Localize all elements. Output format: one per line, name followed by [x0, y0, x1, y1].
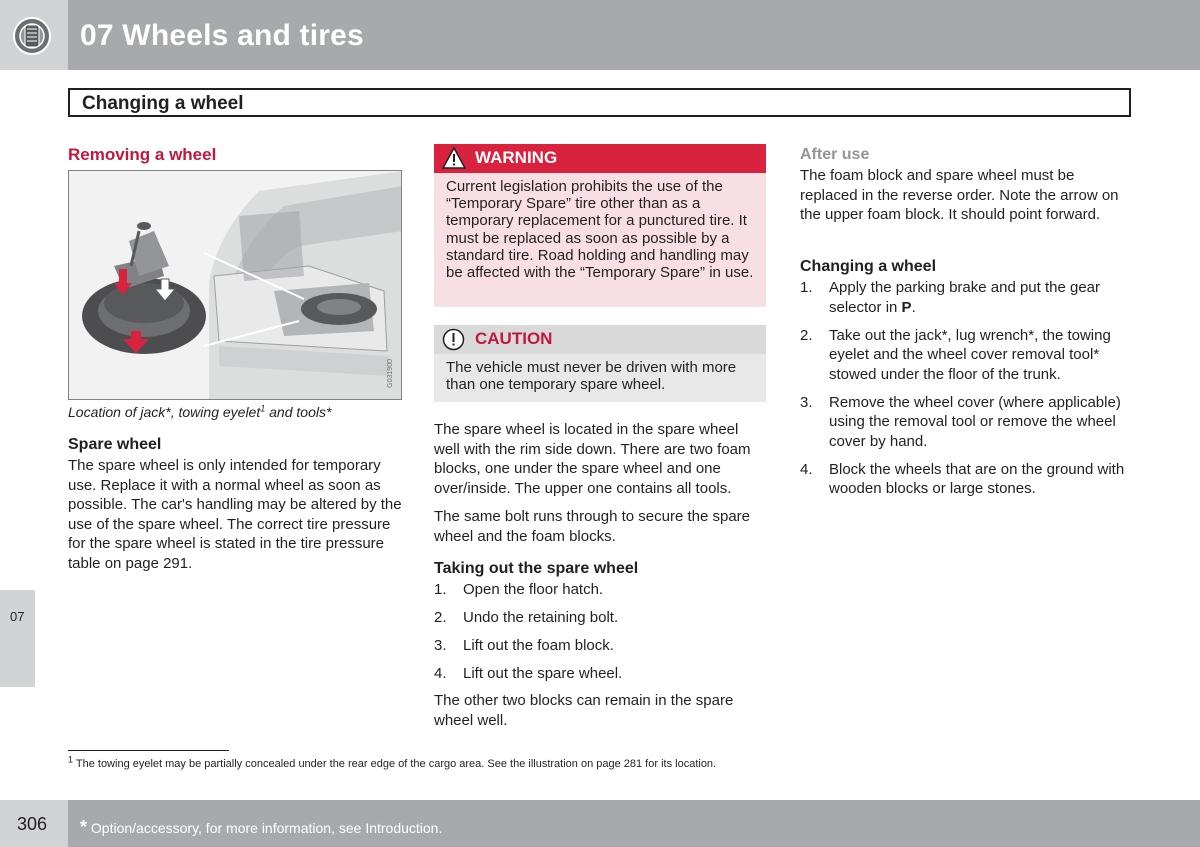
- warning-text: Current legislation prohibits the use of the “Temporary Spare” tire other than as a temporary replacement for a punctured tire. It must be replaced as soon as possible by a standard tire. Road holding and handling may be affected with the “Temporary Spare” in use.: [434, 173, 766, 307]
- list-item: 4. Lift out the spare wheel.: [434, 665, 623, 682]
- chapter-side-tab: [0, 590, 35, 687]
- footnote-divider: [68, 750, 229, 751]
- remaining-blocks-text: The other two blocks can remain in the spare wheel well.: [434, 692, 734, 729]
- spare-wheel-illustration: [68, 170, 402, 400]
- changing-wheel-heading: Changing a wheel: [800, 258, 937, 275]
- removing-wheel-heading: Removing a wheel: [68, 145, 217, 164]
- figure-code: G031900: [387, 359, 394, 388]
- header-icon-box: [0, 0, 68, 70]
- list-item: 2. Take out the jack*, lug wrench*, the towing eyelet and the wheel cover removal tool* stowed under the floor of the trunk.: [800, 326, 1111, 383]
- list-item: 1. Open the floor hatch.: [434, 581, 604, 598]
- page-number: 306: [17, 814, 48, 834]
- footnote-ref: 1: [260, 403, 266, 414]
- taking-out-heading: Taking out the spare wheel: [434, 560, 639, 577]
- footnote: $^1$ The towing eyelet may be partially concealed under the rear edge of the cargo area. See the illustration on page 281 for its location.: [68, 754, 717, 770]
- figure-caption: Location of jack*, towing eyelet$^1$ and tools*: [68, 403, 332, 420]
- list-item: 3. Lift out the foam block.: [434, 637, 614, 654]
- warning-label: WARNING: [475, 148, 558, 167]
- spare-wheel-heading: Spare wheel: [68, 436, 162, 453]
- warning-triangle-icon: [442, 147, 466, 169]
- changing-wheel-steps: [800, 278, 1132, 507]
- after-use-text: The foam block and spare wheel must be replaced in the reverse order. Note the arrow on the upper foam block. It should point forward.: [800, 167, 1119, 223]
- after-use-heading: After use: [800, 146, 870, 163]
- taking-out-steps: [434, 580, 768, 692]
- warning-header: [434, 144, 766, 173]
- section-title: Changing a wheel: [82, 93, 244, 114]
- caution-exclamation-icon: [442, 328, 465, 351]
- caution-label: CAUTION: [475, 329, 553, 348]
- bolt-text: The same bolt runs through to secure the spare wheel and the foam blocks.: [434, 508, 751, 545]
- wheel-icon: [12, 16, 52, 56]
- side-tab-label: 07: [10, 609, 25, 624]
- section-title-box: [68, 88, 1131, 117]
- chapter-title: 07 Wheels and tires: [80, 19, 364, 52]
- list-item: 1. Apply the parking brake and put the gear selector in P.: [800, 279, 1101, 316]
- list-item: 2. Undo the retaining bolt.: [434, 609, 619, 626]
- caution-header: [434, 325, 766, 354]
- list-item: 3. Remove the wheel cover (where applicable) using the removal tool or remove the wheel cover by hand.: [800, 393, 1121, 450]
- spare-wheel-text: The spare wheel is only intended for temporary use. Replace it with a normal wheel as soon as possible. The car's handling may be altered by the use of the spare wheel. The correct tire pressure for the spare wheel is stated in the tire pressure table on page 291.: [68, 457, 402, 572]
- list-item: 4. Block the wheels that are on the ground with wooden blocks or large stones.: [800, 460, 1125, 497]
- footer-note: * Option/accessory, for more information, see Introduction.: [80, 817, 443, 837]
- caution-text: The vehicle must never be driven with more than one temporary spare wheel.: [434, 354, 766, 402]
- spare-location-text: The spare wheel is located in the spare wheel well with the rim side down. There are two foam blocks, one under the spare wheel and one over/inside. The upper one contains all tools.: [434, 421, 751, 497]
